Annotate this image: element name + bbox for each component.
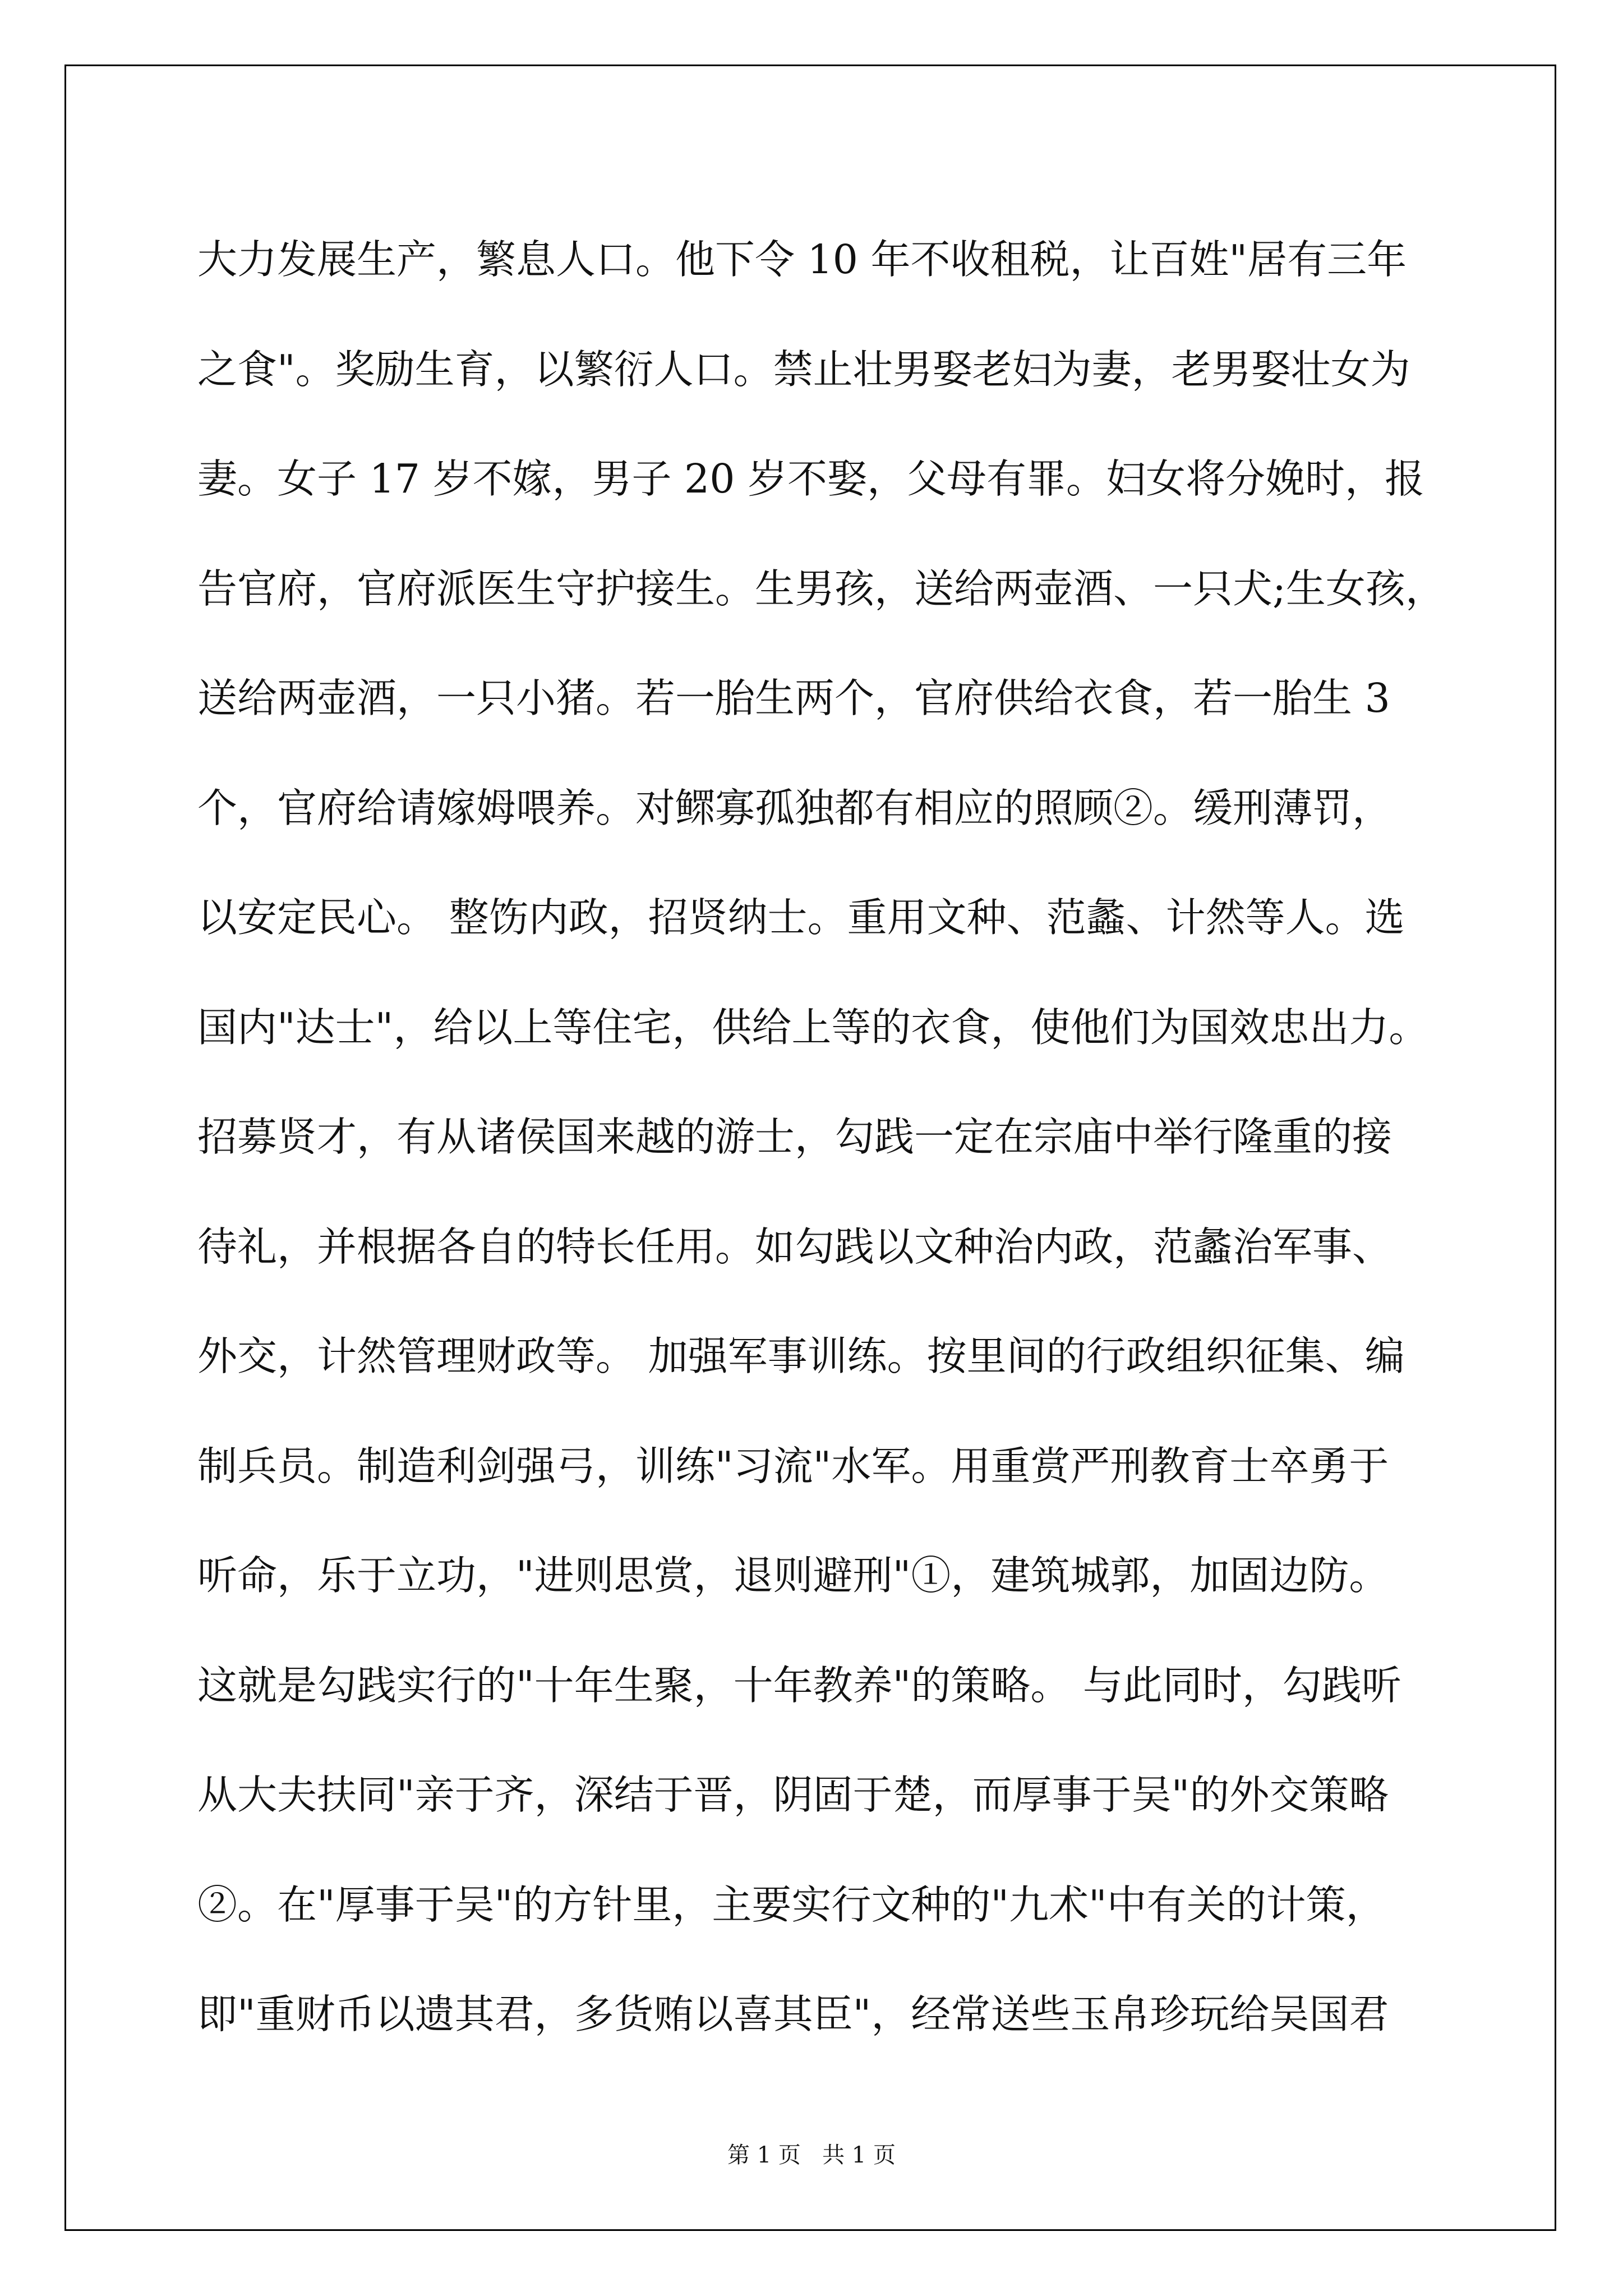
text-line: 国内"达士"，给以上等住宅，供给上等的衣食，使他们为国效忠出力。 [197,1004,1429,1051]
text-line: 妻。女子 17 岁不嫁，男子 20 岁不娶，父母有罪。妇女将分娩时，报 [197,455,1424,502]
text-line: 个，官府给请嫁姆喂养。对鳏寡孤独都有相应的照顾②。缓刑薄罚， [197,784,1393,831]
text-line: 送给两壶酒，一只小猪。若一胎生两个，官府供给衣食，若一胎生 3 [197,675,1390,721]
text-line: 听命，乐于立功，"进则思赏，退则避刑"①，建筑城郭，加固边防。 [197,1552,1389,1599]
text-line: 这就是勾践实行的"十年生聚，十年教养"的策略。 与此同时，勾践听 [197,1662,1401,1709]
page-number: 第 1 页 [727,2142,801,2168]
text-line: 即"重财币以遗其君，多货贿以喜其臣"，经常送些玉帛珍玩给吴国君 [197,1991,1389,2037]
text-line: 外交，计然管理财政等。 加强军事训练。按里间的行政组织征集、编 [197,1333,1405,1379]
text-line: 以安定民心。 整饬内政，招贤纳士。重用文种、范蠡、计然等人。选 [197,894,1405,941]
text-line: 大力发展生产，繁息人口。他下令 10 年不收租税，让百姓"居有三年 [197,236,1407,283]
text-line: 招募贤才，有从诸侯国来越的游士，勾践一定在宗庙中举行隆重的接 [197,1114,1393,1160]
document-body [197,205,1448,2069]
text-line: 从大夫扶同"亲于齐，深结于晋，阴固于楚，而厚事于吴"的外交策略 [197,1772,1389,1818]
page-footer [0,2137,1623,2169]
text-line: 告官府，官府派医生守护接生。生男孩，送给两壶酒、一只犬;生女孩， [197,565,1445,612]
total-pages: 共 1 页 [822,2142,896,2168]
text-line: 待礼，并根据各自的特长任用。如勾践以文种治内政，范蠡治军事、 [197,1223,1393,1270]
text-line: 制兵员。制造利剑强弓，训练"习流"水军。用重赏严刑教育士卒勇于 [197,1442,1389,1489]
text-line: ②。在"厚事于吴"的方针里，主要实行文种的"九术"中有关的计策， [197,1881,1386,1928]
text-line: 之食"。奖励生育，以繁衍人口。禁止壮男娶老妇为妻，老男娶壮女为 [197,346,1410,393]
